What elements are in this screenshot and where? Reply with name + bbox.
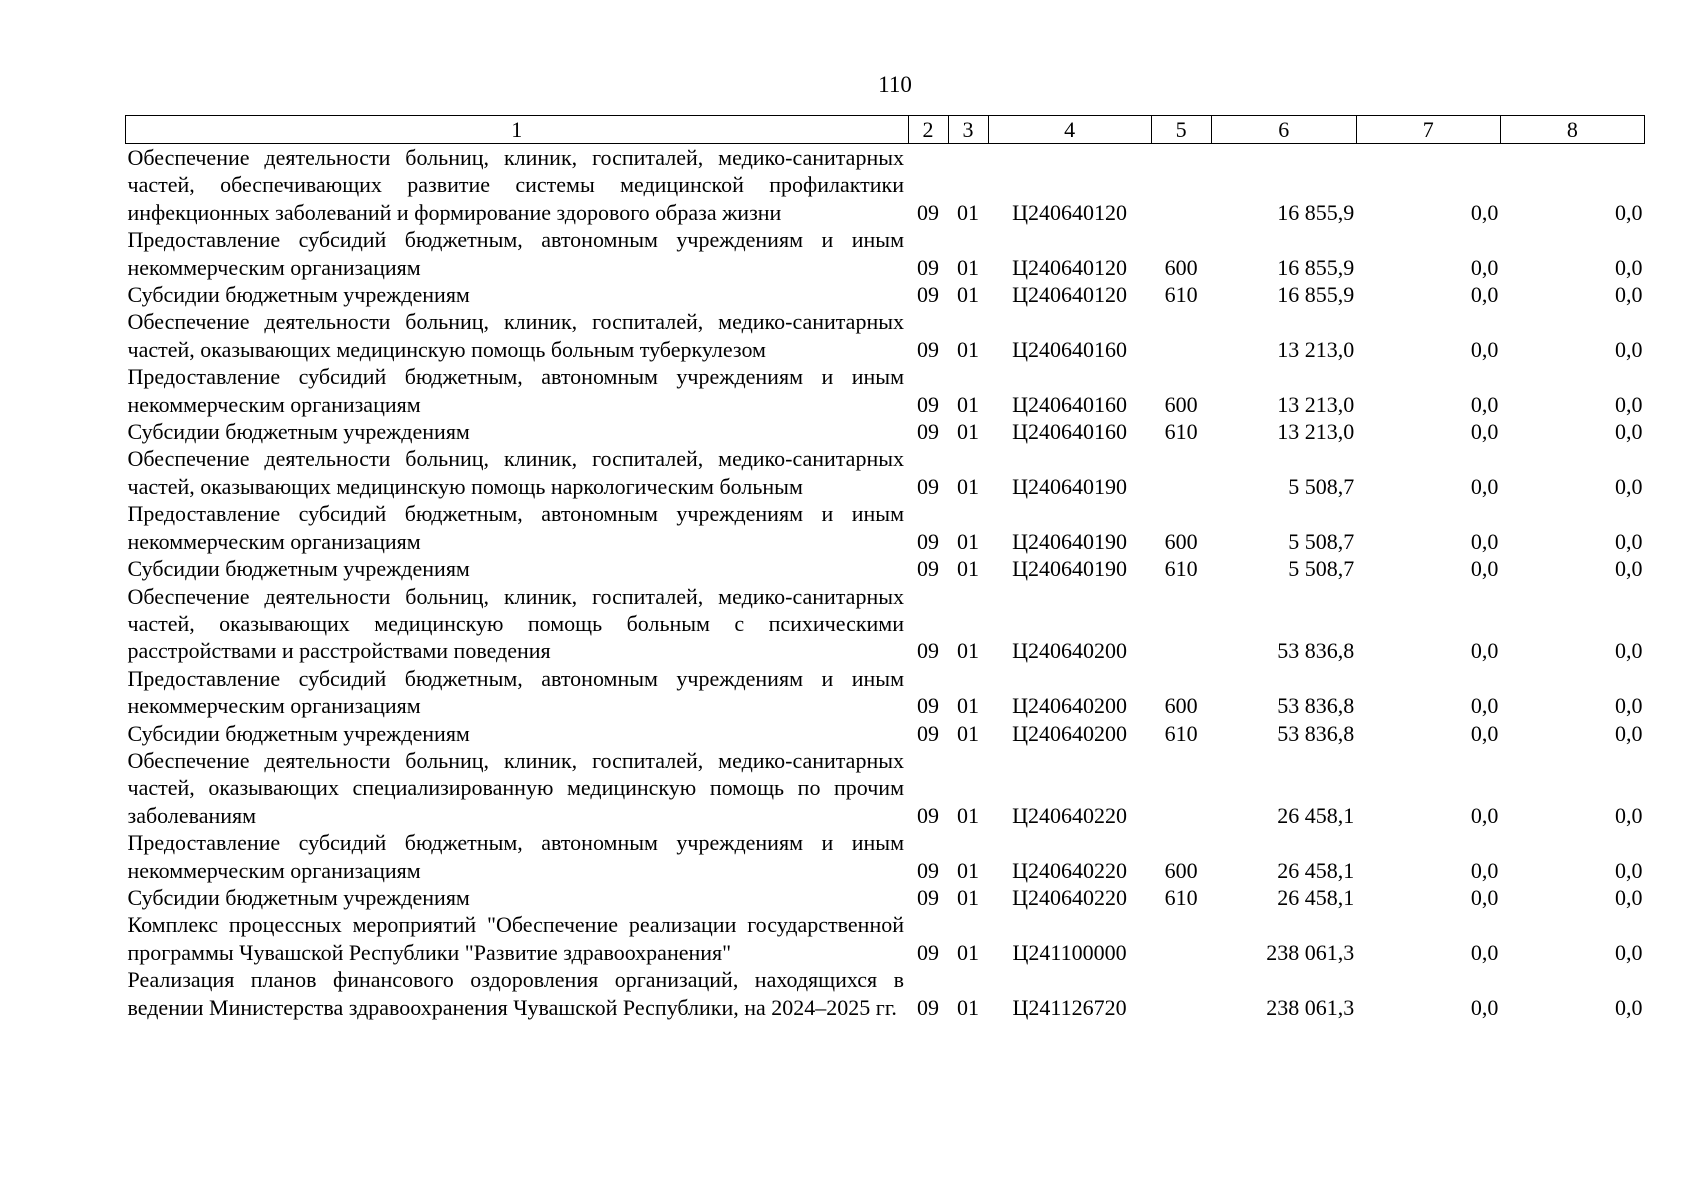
row-amount-3: 0,0 [1615,336,1643,362]
row-amount-3: 0,0 [1615,419,1643,445]
row-name: Предоставление субсидий бюджетным, автономным учреждениям и иным некоммерческим организациям [127,501,904,554]
row-target-article: Ц240640190 [1012,556,1128,582]
header-col-2: 2 [908,116,948,144]
row-amount-2: 0,0 [1470,802,1499,828]
row-target-article: Ц240640120 [1012,254,1128,280]
row-section: 09 [917,282,939,308]
page-number: 110 [878,72,912,97]
row-expense-type [1151,308,1211,363]
row-subsection: 01 [957,720,980,746]
row-target-article: Ц240640220 [1012,802,1128,828]
row-subsection: 01 [957,939,980,965]
row-section: 09 [917,473,939,499]
row-subsection: 01 [957,884,980,910]
row-name: Субсидии бюджетным учреждениям [127,282,470,308]
row-amount-2: 0,0 [1470,720,1499,746]
header-col-8: 8 [1500,116,1644,144]
table-row [126,966,1645,1021]
row-amount-3: 0,0 [1615,693,1643,719]
row-name: Предоставление субсидий бюджетным, автономным учреждениям и иным некоммерческим организациям [127,830,904,883]
row-name: Обеспечение деятельности больниц, клиник, госпиталей, медико-санитарных частей, оказывающих медицинскую помощь больным с психическими расстройствами и расстройствами поведения [127,583,904,664]
table-row [126,363,1645,418]
row-amount-1: 53 836,8 [1277,720,1355,746]
row-amount-3: 0,0 [1615,884,1643,910]
row-amount-1: 26 458,1 [1277,884,1355,910]
row-target-article: Ц241126720 [1012,994,1127,1020]
row-amount-1: 13 213,0 [1277,391,1355,417]
row-target-article: Ц240640160 [1012,419,1128,445]
row-amount-3: 0,0 [1615,528,1643,554]
row-subsection: 01 [957,556,980,582]
row-subsection: 01 [957,857,980,883]
row-amount-2: 0,0 [1470,939,1499,965]
row-amount-3: 0,0 [1615,638,1643,664]
row-amount-2: 0,0 [1470,282,1499,308]
table-row [126,308,1645,363]
header-col-5: 5 [1151,116,1211,144]
row-target-article: Ц240640120 [1012,282,1128,308]
row-section: 09 [917,939,939,965]
row-expense-type [1151,445,1211,500]
row-amount-1: 13 213,0 [1277,419,1355,445]
table-body [126,144,1645,1022]
table-row [126,555,1645,582]
row-subsection: 01 [957,528,980,554]
table-row [126,226,1645,281]
row-amount-2: 0,0 [1470,254,1499,280]
row-expense-type: 610 [1164,282,1198,308]
row-amount-2: 0,0 [1470,336,1499,362]
table-row [126,144,1645,227]
row-subsection: 01 [957,802,980,828]
row-amount-3: 0,0 [1615,556,1643,582]
row-amount-2: 0,0 [1470,857,1499,883]
row-subsection: 01 [957,254,980,280]
row-target-article: Ц240640190 [1012,473,1128,499]
row-amount-2: 0,0 [1470,556,1499,582]
budget-table [125,115,1645,1021]
row-section: 09 [917,391,939,417]
row-amount-1: 13 213,0 [1277,336,1355,362]
row-amount-1: 26 458,1 [1277,802,1355,828]
row-amount-1: 16 855,9 [1277,254,1355,280]
row-amount-2: 0,0 [1470,391,1499,417]
table-row [126,500,1645,555]
row-target-article: Ц240640160 [1012,336,1128,362]
row-amount-1: 5 508,7 [1288,528,1355,554]
row-amount-2: 0,0 [1470,638,1499,664]
row-section: 09 [917,336,939,362]
header-row [126,116,1645,144]
row-target-article: Ц240640190 [1012,528,1128,554]
table-row [126,583,1645,665]
row-section: 09 [917,419,939,445]
row-section: 09 [917,720,939,746]
row-subsection: 01 [957,391,980,417]
row-name: Субсидии бюджетным учреждениям [127,419,470,445]
table-row [126,665,1645,720]
row-expense-type: 600 [1164,528,1198,554]
row-name: Субсидии бюджетным учреждениям [127,556,470,582]
row-target-article: Ц240640200 [1012,638,1128,664]
row-name: Предоставление субсидий бюджетным, автономным учреждениям и иным некоммерческим организациям [127,665,904,719]
row-expense-type: 600 [1164,254,1198,280]
row-target-article: Ц240640220 [1012,857,1128,883]
row-section: 09 [917,556,939,582]
row-section: 09 [917,857,939,883]
row-subsection: 01 [957,638,980,664]
row-section: 09 [917,994,939,1020]
row-amount-2: 0,0 [1470,199,1499,225]
row-amount-2: 0,0 [1470,693,1499,719]
row-target-article: Ц240640120 [1012,199,1128,225]
row-amount-3: 0,0 [1615,994,1643,1020]
row-expense-type [1151,911,1211,966]
header-col-4: 4 [988,116,1151,144]
row-expense-type [1151,583,1211,665]
row-amount-2: 0,0 [1470,528,1499,554]
header-col-7: 7 [1356,116,1500,144]
row-amount-2: 0,0 [1470,884,1499,910]
row-amount-3: 0,0 [1615,391,1643,417]
row-target-article: Ц240640220 [1012,884,1128,910]
row-expense-type [1151,144,1211,227]
row-target-article: Ц241100000 [1012,939,1127,965]
row-amount-1: 26 458,1 [1277,857,1355,883]
row-name: Обеспечение деятельности больниц, клиник, госпиталей, медико-санитарных частей, обеспечивающих развитие системы медицинской профилактики инфекционных заболеваний и формирование здорового образа жизни [127,145,904,225]
row-expense-type: 610 [1164,419,1198,445]
row-name: Комплекс процессных мероприятий "Обеспечение реализации государственной программы Чувашской Республики "Развитие здравоохранения" [127,912,904,965]
table-row [126,829,1645,884]
table-row [126,911,1645,966]
row-expense-type: 600 [1164,857,1198,883]
table-row [126,445,1645,500]
row-name: Предоставление субсидий бюджетным, автономным учреждениям и иным некоммерческим организациям [127,364,904,417]
header-col-6: 6 [1211,116,1356,144]
row-amount-2: 0,0 [1470,473,1499,499]
row-section: 09 [917,693,939,719]
table-row [126,418,1645,445]
row-name: Обеспечение деятельности больниц, клиник, госпиталей, медико-санитарных частей, оказывающих медицинскую помощь наркологическим больным [127,446,904,499]
row-amount-3: 0,0 [1615,282,1643,308]
row-expense-type [1151,966,1211,1021]
row-section: 09 [917,199,939,225]
row-expense-type: 610 [1164,556,1198,582]
row-amount-3: 0,0 [1615,199,1643,225]
table-row [126,747,1645,829]
row-subsection: 01 [957,336,980,362]
row-expense-type [1151,747,1211,829]
row-name: Субсидии бюджетным учреждениям [127,884,470,910]
header-col-3: 3 [948,116,988,144]
row-amount-1: 5 508,7 [1288,473,1355,499]
row-expense-type: 610 [1164,884,1198,910]
row-name: Обеспечение деятельности больниц, клиник, госпиталей, медико-санитарных частей, оказывающих специализированную медицинскую помощь по прочим заболеваниям [127,747,904,828]
table-header [126,116,1645,144]
header-col-1: 1 [126,116,909,144]
row-amount-3: 0,0 [1615,939,1643,965]
row-name: Субсидии бюджетным учреждениям [127,720,470,746]
row-amount-3: 0,0 [1615,720,1643,746]
row-target-article: Ц240640200 [1012,720,1128,746]
table-row [126,720,1645,747]
row-expense-type: 600 [1164,391,1198,417]
row-section: 09 [917,254,939,280]
row-subsection: 01 [957,199,980,225]
row-amount-1: 238 061,3 [1266,939,1355,965]
row-amount-3: 0,0 [1615,254,1643,280]
row-subsection: 01 [957,282,980,308]
row-target-article: Ц240640160 [1012,391,1128,417]
row-amount-1: 5 508,7 [1288,556,1355,582]
row-section: 09 [917,802,939,828]
row-amount-3: 0,0 [1615,857,1643,883]
row-subsection: 01 [957,994,980,1020]
row-amount-2: 0,0 [1470,994,1499,1020]
row-amount-1: 16 855,9 [1277,199,1355,225]
row-amount-3: 0,0 [1615,473,1643,499]
row-expense-type: 610 [1164,720,1198,746]
row-name: Предоставление субсидий бюджетным, автономным учреждениям и иным некоммерческим организациям [127,227,904,280]
row-amount-1: 53 836,8 [1277,693,1355,719]
row-amount-1: 53 836,8 [1277,638,1355,664]
row-amount-3: 0,0 [1615,802,1643,828]
row-subsection: 01 [957,419,980,445]
row-expense-type: 600 [1164,693,1198,719]
row-target-article: Ц240640200 [1012,693,1128,719]
row-amount-2: 0,0 [1470,419,1499,445]
table-row [126,884,1645,911]
row-name: Обеспечение деятельности больниц, клиник, госпиталей, медико-санитарных частей, оказывающих медицинскую помощь больным туберкулезом [127,309,904,362]
row-amount-1: 238 061,3 [1266,994,1355,1020]
row-subsection: 01 [957,693,980,719]
row-name: Реализация планов финансового оздоровления организаций, находящихся в ведении Министерства здравоохранения Чувашской Республики, на 2024–2025 гг. [127,967,904,1020]
table-row [126,281,1645,308]
row-section: 09 [917,884,939,910]
row-section: 09 [917,528,939,554]
row-section: 09 [917,638,939,664]
row-amount-1: 16 855,9 [1277,282,1355,308]
row-subsection: 01 [957,473,980,499]
